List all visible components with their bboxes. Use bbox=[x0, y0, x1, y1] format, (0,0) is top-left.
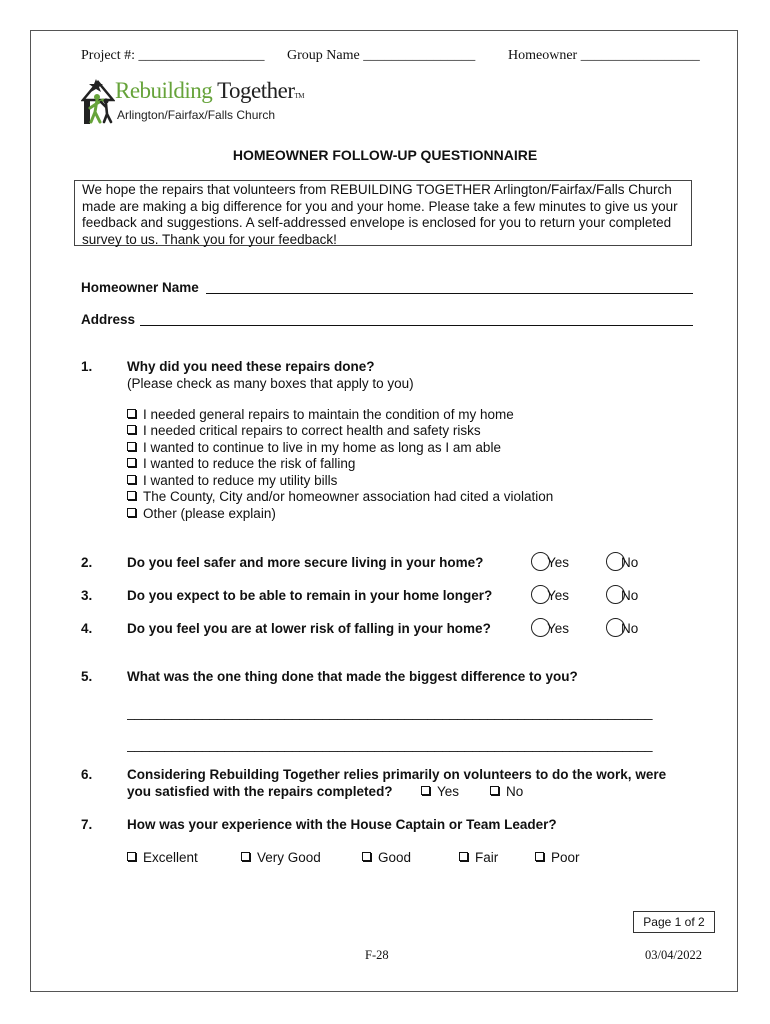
q1-instruction: (Please check as many boxes that apply to you) bbox=[127, 376, 414, 391]
q6-no-option[interactable]: No bbox=[490, 784, 523, 799]
rebuilding-together-logo bbox=[81, 78, 321, 126]
checkbox-icon[interactable] bbox=[127, 425, 136, 434]
checkbox-icon[interactable] bbox=[127, 508, 136, 517]
q5-question: What was the one thing done that made the biggest difference to you? bbox=[127, 669, 578, 684]
q7-option-excellent[interactable]: Excellent bbox=[127, 850, 198, 865]
q5-answer-line[interactable]: ______________________________________________________________________ bbox=[127, 737, 653, 752]
q2-no-label: No bbox=[621, 555, 639, 570]
q6-number: 6. bbox=[81, 767, 93, 782]
checkbox-icon[interactable] bbox=[127, 852, 136, 861]
q4-no-label: No bbox=[621, 621, 639, 636]
checkbox-icon[interactable] bbox=[127, 442, 136, 451]
checkbox-icon[interactable] bbox=[127, 458, 136, 467]
q3-no-label: No bbox=[621, 588, 639, 603]
checkbox-icon[interactable] bbox=[127, 475, 136, 484]
q7-option-good[interactable]: Good bbox=[362, 850, 411, 865]
q1-option[interactable]: Other (please explain) bbox=[127, 506, 276, 521]
q4-question: Do you feel you are at lower risk of falling in your home? bbox=[127, 621, 491, 636]
form-title: HOMEOWNER FOLLOW-UP QUESTIONNAIRE bbox=[232, 147, 538, 163]
checkbox-icon[interactable] bbox=[535, 852, 544, 861]
logo-wordmark: Rebuilding TogetherTM bbox=[115, 78, 304, 103]
q6-yes-option[interactable]: Yes bbox=[421, 784, 459, 799]
q4-number: 4. bbox=[81, 621, 93, 636]
q6-question-line1: Considering Rebuilding Together relies primarily on volunteers to do the work, were bbox=[127, 767, 667, 782]
q3-yes-label: Yes bbox=[547, 588, 570, 603]
q7-number: 7. bbox=[81, 817, 93, 832]
q7-option-poor[interactable]: Poor bbox=[535, 850, 580, 865]
address-input-line[interactable] bbox=[140, 325, 693, 326]
checkbox-icon[interactable] bbox=[127, 491, 136, 500]
q1-question: Why did you need these repairs done? bbox=[127, 359, 375, 374]
q1-number: 1. bbox=[81, 359, 93, 374]
q2-number: 2. bbox=[81, 555, 93, 570]
q1-option[interactable]: I wanted to continue to live in my home as long as I am able bbox=[127, 440, 501, 455]
form-id: F-28 bbox=[365, 948, 389, 962]
q2-question: Do you feel safer and more secure living in your home? bbox=[127, 555, 484, 570]
q2-yes-label: Yes bbox=[547, 555, 570, 570]
q1-option[interactable]: I needed general repairs to maintain the condition of my home bbox=[127, 407, 514, 422]
checkbox-icon[interactable] bbox=[127, 409, 136, 418]
checkbox-icon[interactable] bbox=[490, 786, 499, 795]
homeowner-name-label: Homeowner Name bbox=[81, 280, 199, 295]
q1-option[interactable]: I wanted to reduce my utility bills bbox=[127, 473, 337, 488]
q1-option[interactable]: I needed critical repairs to correct health and safety risks bbox=[127, 423, 481, 438]
group-name-field[interactable]: Group Name ________________ bbox=[287, 48, 476, 63]
homeowner-name-input-line[interactable] bbox=[206, 293, 693, 294]
q4-yes-label: Yes bbox=[547, 621, 570, 636]
q5-answer-line[interactable]: ______________________________________________________________________ bbox=[127, 705, 653, 720]
intro-box: We hope the repairs that volunteers from REBUILDING TOGETHER Arlington/Fairfax/Falls Church made are making a big difference for you and your home. Please take a few minutes to give us your feedback and suggestions. A self-addressed envelope is enclosed for you to return your completed survey to us. Thank you for your feedback! bbox=[74, 180, 692, 246]
page-indicator: Page 1 of 2 bbox=[633, 911, 715, 933]
q1-option[interactable]: The County, City and/or homeowner association had cited a violation bbox=[127, 489, 553, 504]
checkbox-icon[interactable] bbox=[362, 852, 371, 861]
form-date: 03/04/2022 bbox=[645, 948, 702, 962]
q1-option[interactable]: I wanted to reduce the risk of falling bbox=[127, 456, 355, 471]
q7-option-very-good[interactable]: Very Good bbox=[241, 850, 321, 865]
homeowner-header-field[interactable]: Homeowner _________________ bbox=[508, 48, 700, 63]
q3-number: 3. bbox=[81, 588, 93, 603]
checkbox-icon[interactable] bbox=[459, 852, 468, 861]
project-number-field[interactable]: Project #: __________________ bbox=[81, 48, 265, 63]
q7-option-fair[interactable]: Fair bbox=[459, 850, 498, 865]
address-label: Address bbox=[81, 312, 136, 327]
house-figures-icon bbox=[81, 78, 115, 126]
form-page bbox=[30, 30, 738, 992]
logo-subtitle: Arlington/Fairfax/Falls Church bbox=[117, 108, 276, 122]
checkbox-icon[interactable] bbox=[421, 786, 430, 795]
checkbox-icon[interactable] bbox=[241, 852, 250, 861]
q5-number: 5. bbox=[81, 669, 93, 684]
q3-question: Do you expect to be able to remain in your home longer? bbox=[127, 588, 493, 603]
q7-question: How was your experience with the House Captain or Team Leader? bbox=[127, 817, 557, 832]
q6-question-line2: you satisfied with the repairs completed? bbox=[127, 784, 393, 799]
